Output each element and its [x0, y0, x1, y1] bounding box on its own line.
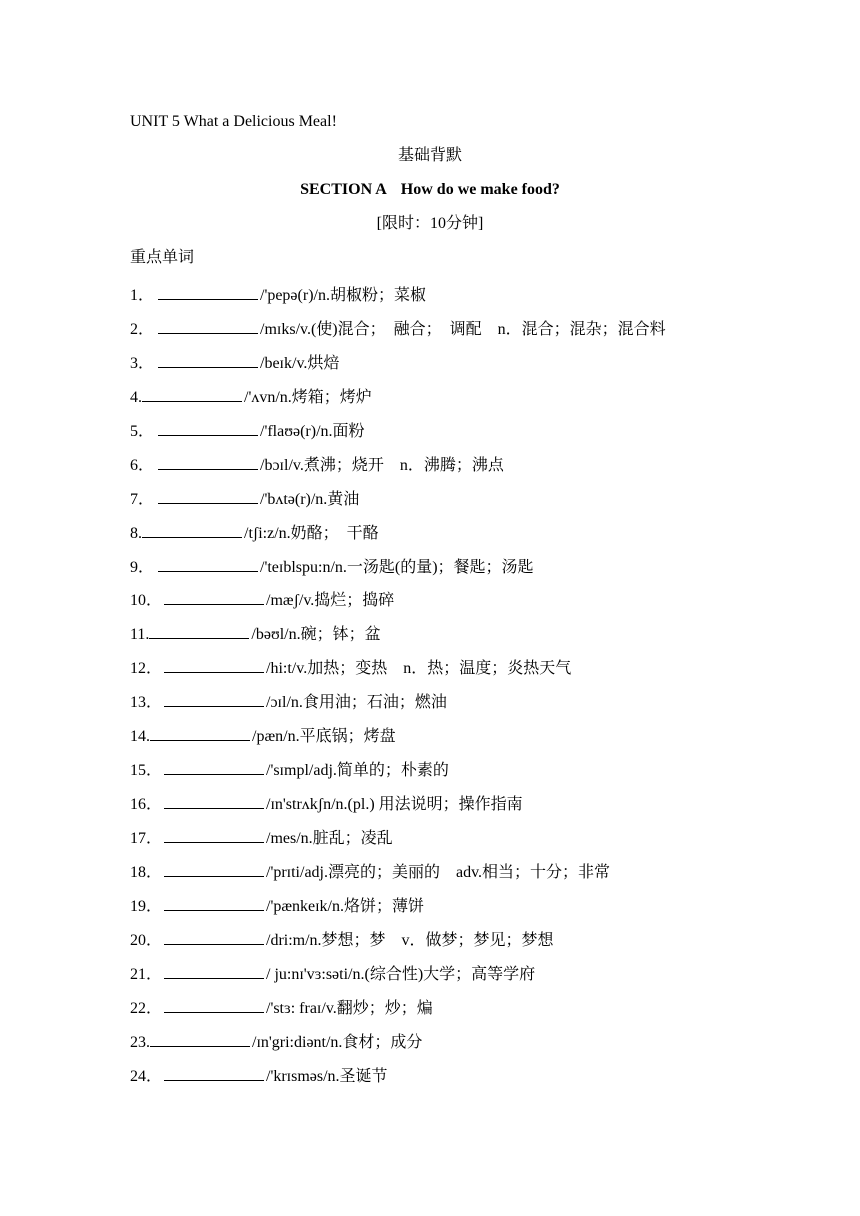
vocab-item-definition: /ɪn'gri:diənt/n.食材；成分	[252, 1033, 423, 1051]
vocab-item-definition: /'ʌvn/n.烤箱；烤炉	[244, 388, 372, 406]
vocab-item-definition: /'sɪmpl/adj.简单的；朴素的	[266, 762, 449, 780]
subtitle: 基础背默	[397, 147, 462, 164]
unit-title: UNIT 5 What a Delicious Meal!	[130, 113, 337, 130]
vocab-item-number: 17．	[130, 830, 163, 847]
section-label: SECTION A	[300, 181, 387, 198]
vocab-item-definition: /ɪn'strʌkʃn/n.(pl.) 用法说明；操作指南	[266, 796, 523, 814]
vocab-item-number: 18．	[130, 863, 163, 881]
answer-blank[interactable]	[158, 418, 258, 436]
answer-blank[interactable]	[158, 554, 258, 572]
vocab-item	[130, 723, 750, 757]
vocab-item	[130, 859, 750, 893]
vocab-item-number: 6．	[130, 456, 155, 474]
vocab-item-definition: /bɔɪl/v.煮沸；烧开 n．沸腾；沸点	[260, 456, 504, 474]
vocab-item	[130, 554, 750, 588]
vocab-item	[130, 621, 750, 655]
answer-blank[interactable]	[164, 825, 264, 843]
vocab-item-definition: /'pepə(r)/n.胡椒粉；菜椒	[260, 287, 426, 304]
vocab-item	[130, 452, 750, 486]
vocab-item	[130, 384, 750, 418]
vocab-item	[130, 587, 750, 621]
vocab-item-definition: /'krɪsməs/n.圣诞节	[266, 1067, 388, 1085]
vocab-item-number: 2．	[130, 320, 155, 338]
vocab-item-definition: /'flaʊə(r)/n.面粉	[260, 422, 365, 440]
vocab-item-definition: /mes/n.脏乱；凌乱	[266, 830, 393, 847]
answer-blank[interactable]	[164, 689, 264, 707]
vocab-item-number: 8.	[130, 524, 142, 542]
answer-blank[interactable]	[158, 282, 258, 300]
vocab-item-number: 24．	[130, 1067, 163, 1085]
vocab-item-definition: /hi:t/v.加热；变热 n．热；温度；炎热天气	[266, 660, 572, 678]
vocab-item-number: 12．	[130, 660, 163, 678]
vocab-item	[130, 1063, 750, 1097]
vocab-item-number: 19．	[130, 897, 163, 915]
vocab-item-number: 20．	[130, 931, 163, 949]
vocab-item-number: 23.	[130, 1033, 150, 1051]
vocab-item	[130, 350, 750, 384]
vocab-item-definition: /'prɪti/adj.漂亮的；美丽的 adv.相当；十分；非常	[266, 863, 611, 881]
vocab-item-definition: /tʃi:z/n.奶酪； 干酪	[244, 524, 379, 542]
vocab-item-number: 9．	[130, 558, 155, 576]
vocab-item-number: 7．	[130, 490, 155, 508]
vocab-item-definition: /beɪk/v.烘焙	[260, 354, 340, 372]
vocab-item-definition: /'stɜ: fraɪ/v.翻炒；炒；煸	[266, 999, 433, 1017]
vocab-item	[130, 1029, 750, 1063]
vocab-item-definition: /'teɪblspu:n/n.一汤匙(的量)；餐匙；汤匙	[260, 558, 534, 576]
answer-blank[interactable]	[142, 384, 242, 402]
section-question: How do we make food?	[400, 181, 560, 198]
vocab-item-number: 14.	[130, 728, 150, 746]
vocab-item-number: 21．	[130, 965, 163, 983]
answer-blank[interactable]	[164, 961, 264, 979]
answer-blank[interactable]	[164, 1063, 264, 1081]
section-title	[0, 180, 860, 200]
answer-blank[interactable]	[164, 791, 264, 809]
vocab-item-number: 22．	[130, 999, 163, 1017]
answer-blank[interactable]	[158, 350, 258, 368]
vocab-item	[130, 893, 750, 927]
vocab-item	[130, 927, 750, 961]
vocab-item-number: 1．	[130, 287, 155, 304]
vocab-item-definition: /ɔɪl/n.食用油；石油；燃油	[266, 694, 447, 712]
vocab-item	[130, 655, 750, 689]
answer-blank[interactable]	[149, 621, 249, 639]
vocab-item-definition: /pæn/n.平底锅；烤盘	[252, 728, 396, 746]
answer-blank[interactable]	[150, 723, 250, 741]
answer-blank[interactable]	[164, 995, 264, 1013]
vocab-item-number: 3．	[130, 354, 155, 372]
vocab-item	[130, 316, 750, 350]
vocab-item-number: 16．	[130, 796, 163, 814]
answer-blank[interactable]	[158, 452, 258, 470]
vocab-item	[130, 791, 750, 825]
vocab-item	[130, 689, 750, 723]
vocab-item	[130, 418, 750, 452]
vocab-item	[130, 520, 750, 554]
vocab-item	[130, 757, 750, 791]
vocab-item-number: 10．	[130, 592, 163, 610]
answer-blank[interactable]	[164, 587, 264, 605]
vocab-item-number: 13．	[130, 694, 163, 712]
vocab-item-definition: / ju:nɪ'vɜ:səti/n.(综合性)大学；高等学府	[266, 965, 536, 983]
time-limit: [限时：10分钟]	[376, 215, 484, 232]
vocab-item-number: 15．	[130, 762, 163, 780]
answer-blank[interactable]	[150, 1029, 250, 1047]
vocab-item	[130, 995, 750, 1029]
vocab-item-number: 5．	[130, 422, 155, 440]
answer-blank[interactable]	[142, 520, 242, 538]
vocab-item-definition: /bəʊl/n.碗；钵；盆	[251, 626, 381, 644]
vocab-item	[130, 825, 750, 859]
vocabulary-list	[130, 282, 750, 1097]
answer-blank[interactable]	[158, 486, 258, 504]
answer-blank[interactable]	[158, 316, 258, 334]
vocab-item	[130, 486, 750, 520]
vocab-item	[130, 282, 750, 316]
vocab-item-number: 11.	[130, 626, 150, 644]
answer-blank[interactable]	[164, 757, 264, 775]
vocab-item-definition: /mɪks/v.(使)混合； 融合； 调配 n．混合；混杂；混合料	[260, 320, 666, 338]
vocab-item-definition: /'pænkeɪk/n.烙饼；薄饼	[266, 897, 424, 915]
vocab-item-definition: /mæʃ/v.捣烂；捣碎	[266, 592, 395, 610]
vocab-item-definition: /dri:m/n.梦想；梦 v．做梦；梦见；梦想	[266, 931, 554, 949]
vocab-item-definition: /'bʌtə(r)/n.黄油	[260, 490, 360, 508]
answer-blank[interactable]	[164, 927, 264, 945]
vocab-item-number: 4.	[130, 388, 142, 406]
answer-blank[interactable]	[164, 893, 264, 911]
answer-blank[interactable]	[164, 655, 264, 673]
answer-blank[interactable]	[164, 859, 264, 877]
vocabulary-heading: 重点单词	[130, 249, 195, 266]
vocab-item	[130, 961, 750, 995]
